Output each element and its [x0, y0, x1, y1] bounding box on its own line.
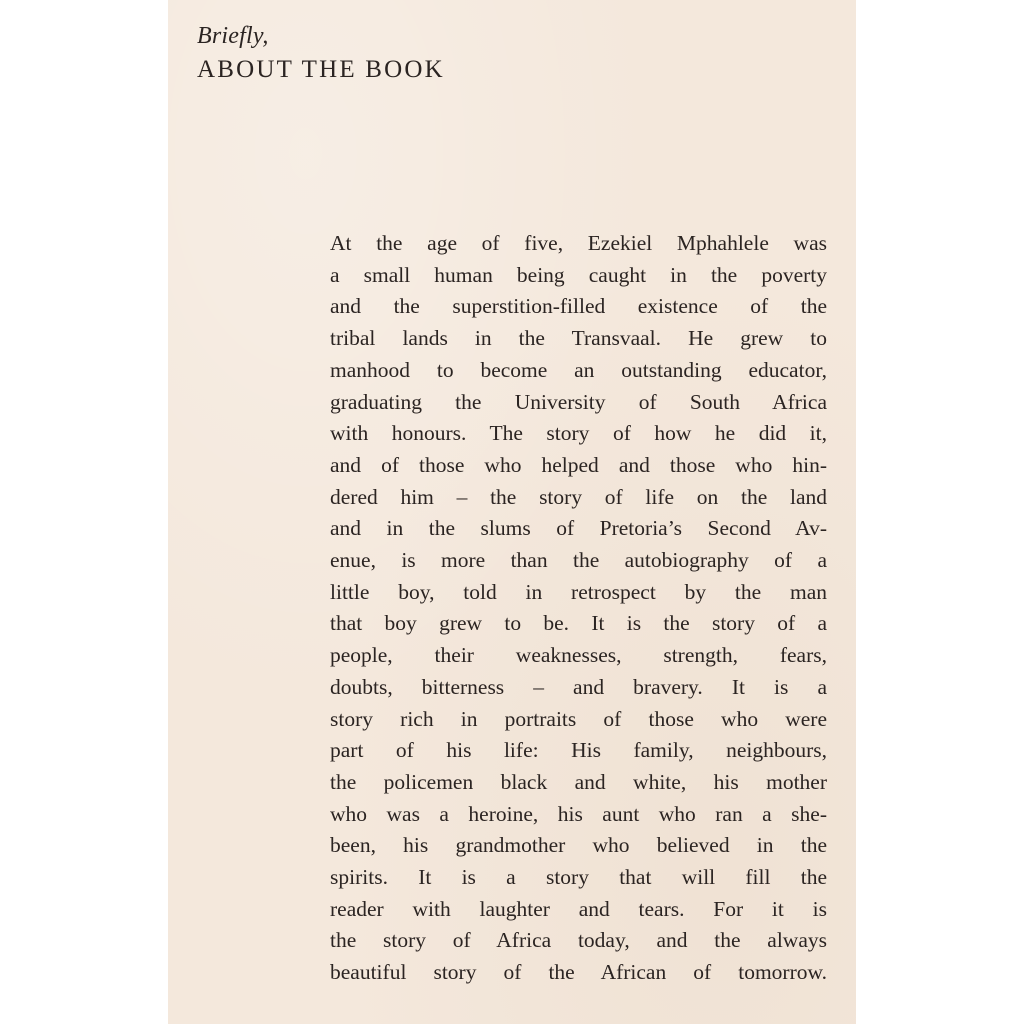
- text-line: and of those who helped and those who hin-: [330, 452, 827, 477]
- text-line: with honours. The story of how he did it,: [330, 421, 827, 446]
- text-line: been, his grandmother who believed in the: [330, 833, 827, 858]
- text-line: the policemen black and white, his mother: [330, 769, 827, 794]
- text-line: manhood to become an outstanding educator,: [330, 357, 827, 382]
- text-line: tribal lands in the Transvaal. He grew to: [330, 326, 827, 351]
- text-line: people, their weaknesses, strength, fears,: [330, 643, 827, 668]
- text-line: little boy, told in retrospect by the man: [330, 579, 827, 604]
- text-line: graduating the University of South Africa: [330, 389, 827, 414]
- text-line: the story of Africa today, and the always: [330, 928, 827, 953]
- text-line: enue, is more than the autobiography of a: [330, 548, 827, 573]
- text-line: a small human being caught in the poverty: [330, 262, 827, 287]
- text-line: that boy grew to be. It is the story of a: [330, 611, 827, 636]
- text-line: and the superstition-filled existence of the: [330, 294, 827, 319]
- kicker-text: Briefly,: [197, 23, 269, 49]
- text-line: reader with laughter and tears. For it is: [330, 896, 827, 921]
- text-line: dered him – the story of life on the land: [330, 484, 827, 509]
- text-line: story rich in portraits of those who were: [330, 706, 827, 731]
- text-line: doubts, bitterness – and bravery. It is a: [330, 674, 827, 699]
- page-title: ABOUT THE BOOK: [197, 56, 445, 83]
- text-line: and in the slums of Pretoria’s Second Av-: [330, 516, 827, 541]
- text-line: who was a heroine, his aunt who ran a she-: [330, 801, 827, 826]
- book-page: [168, 0, 856, 1024]
- book-description: [330, 228, 827, 989]
- text-line: beautiful story of the African of tomorrow.: [330, 960, 827, 985]
- text-line: part of his life: His family, neighbours,: [330, 738, 827, 763]
- text-line: At the age of five, Ezekiel Mphahlele was: [330, 231, 827, 255]
- text-line: spirits. It is a story that will fill the: [330, 865, 827, 890]
